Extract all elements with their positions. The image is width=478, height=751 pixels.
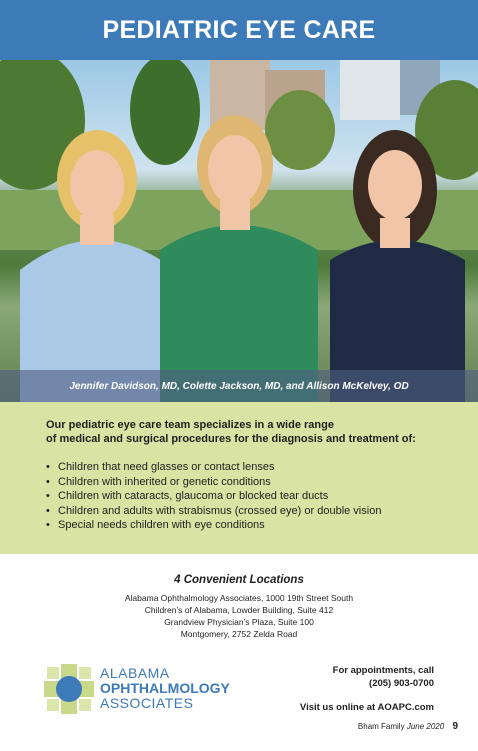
logo-line3: ASSOCIATES xyxy=(100,695,194,711)
list-item: • Children and adults with strabismus (crossed eye) or double vision xyxy=(46,504,382,517)
appointment-label: For appointments, call xyxy=(332,665,434,676)
website-info: Visit us online at AOAPC.com xyxy=(299,702,434,713)
locations-list xyxy=(0,592,478,640)
bullet-icon: • xyxy=(46,490,50,502)
services-list xyxy=(46,460,456,533)
appointment-info xyxy=(333,664,434,690)
list-item: • Special needs children with eye conditions xyxy=(46,519,265,531)
services-intro-line2: of medical and surgical procedures for the diagnosis and treatment of: xyxy=(46,433,416,445)
company-logo xyxy=(44,664,284,714)
publication-name: Bham Family xyxy=(357,722,405,731)
bullet-icon: • xyxy=(46,475,50,488)
list-item: • Children that need glasses or contact lenses xyxy=(46,461,275,473)
location-item: Grandview Physician’s Plaza, Suite 100 xyxy=(164,617,314,627)
cross-circle-logo-icon xyxy=(44,664,94,714)
services-intro xyxy=(46,418,446,446)
photo-caption: Jennifer Davidson, MD, Colette Jackson, MD, and Allison McKelvey, OD xyxy=(69,380,409,392)
list-item: • Children with inherited or genetic conditions xyxy=(46,475,271,488)
locations-title: 4 Convenient Locations xyxy=(174,574,304,586)
team-photo-illustration xyxy=(0,60,478,402)
bullet-icon: • xyxy=(46,504,50,517)
header-banner xyxy=(0,0,478,60)
issue-date: June 2020 xyxy=(406,722,445,731)
logo-line1: ALABAMA xyxy=(100,665,170,681)
page-number: 9 xyxy=(452,721,458,732)
location-item: Children’s of Alabama, Lowder Building, Suite 412 xyxy=(144,605,334,615)
photo-caption-bar xyxy=(0,370,478,402)
services-intro-line1: Our pediatric eye care team specializes in a wide range xyxy=(46,419,334,431)
team-photo xyxy=(0,60,478,402)
logo-line2: OPHTHALMOLOGY xyxy=(100,680,230,696)
bullet-icon: • xyxy=(46,461,50,473)
page-title: PEDIATRIC EYE CARE xyxy=(102,15,376,44)
location-item: Alabama Ophthalmology Associates, 1000 19th Street South xyxy=(124,593,354,603)
page-footer xyxy=(358,721,458,732)
list-item: • Children with cataracts, glaucoma or blocked tear ducts xyxy=(46,490,329,502)
phone-number: (205) 903-0700 xyxy=(369,678,434,689)
logo-wordmark xyxy=(100,666,230,711)
location-item: Montgomery, 2752 Zelda Road xyxy=(180,629,298,639)
bullet-icon: • xyxy=(46,519,50,531)
